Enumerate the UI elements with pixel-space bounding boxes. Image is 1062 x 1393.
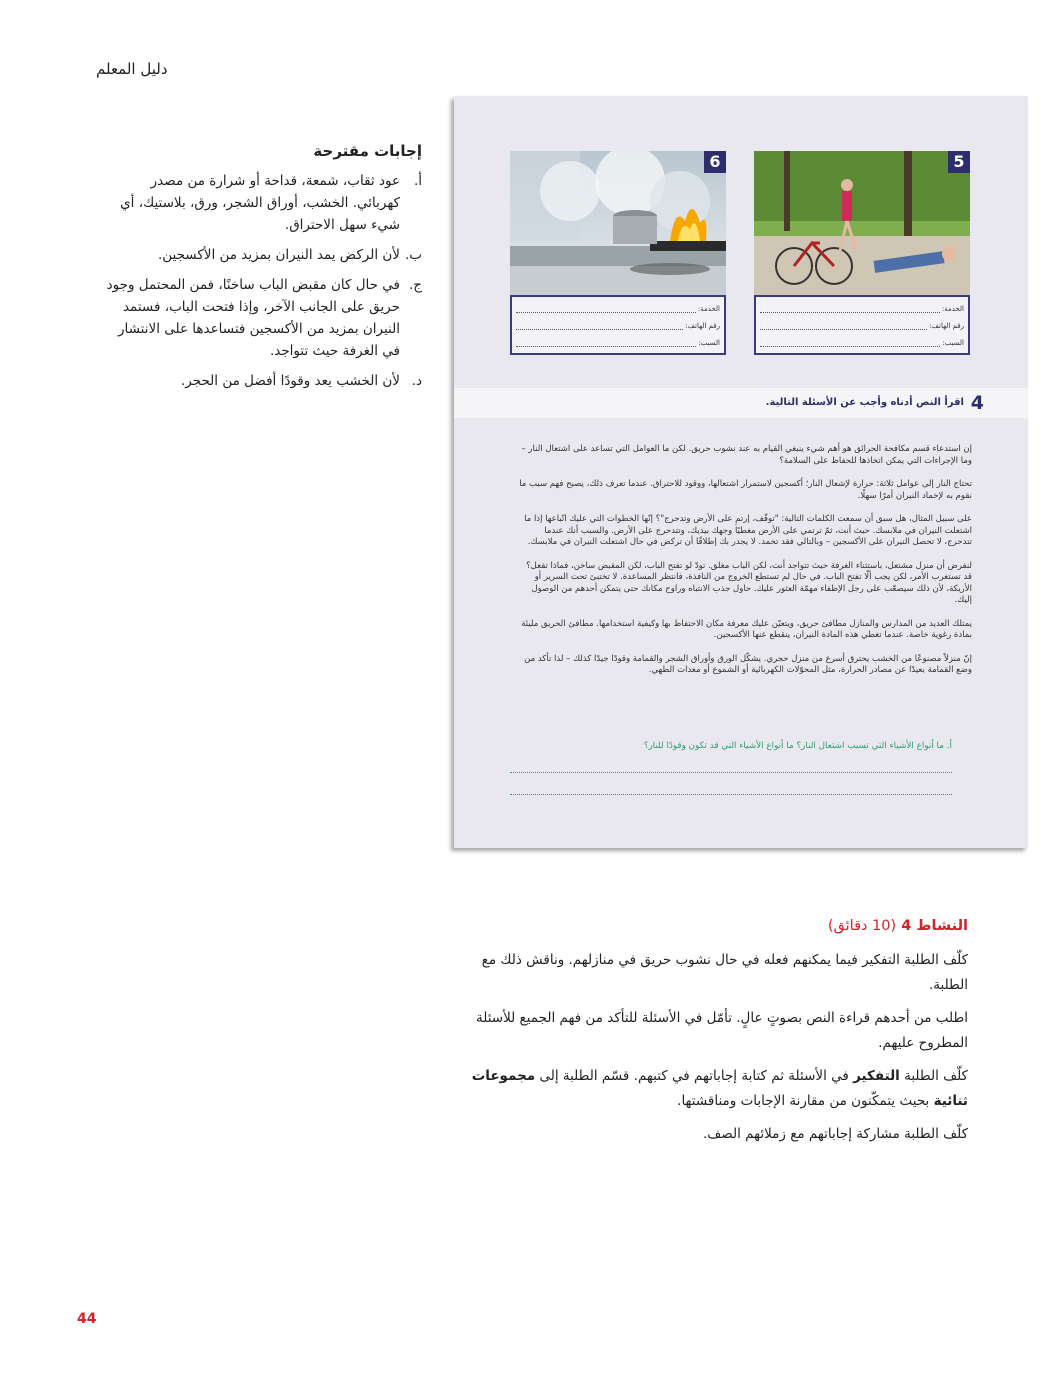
service-answer-line[interactable] [516, 301, 696, 313]
sub-question-a: أ. ما أنواع الأشياء التي تسبب اشتعال النار؟ ما أنواع الأشياء التي قد تكون وقودًا للنار؟ [643, 741, 952, 751]
suggested-answers [100, 142, 422, 400]
answer-text: لأن الخشب يعد وقودًا أفضل من الحجر. [181, 373, 400, 389]
activity-title: النشاط 4 [901, 918, 968, 934]
activity-instruction: اطلب من أحدهم قراءة النص بصوتٍ عالٍ. تأمّل في الأسئلة للتأكد من فهم الجميع للأسئلة المطروح عليهم. [476, 1010, 968, 1051]
answer-line[interactable] [510, 772, 952, 773]
emergency-form-box [510, 295, 726, 355]
phone-label: رقم الهاتف: [685, 322, 720, 330]
answer-item [100, 274, 422, 362]
question-bar [454, 388, 1028, 418]
activity-section [458, 918, 968, 1155]
phone-row [760, 318, 964, 335]
reason-row [516, 335, 720, 352]
question-instruction: اقرأ النص أدناه وأجب عن الأسئلة التالية. [765, 397, 964, 408]
page-number: 44 [77, 1311, 97, 1327]
instruction-text: كلّف الطلبة [899, 1068, 968, 1084]
answer-item [100, 244, 422, 266]
park-accident-illustration [754, 151, 970, 295]
service-label: الخدمة: [697, 305, 720, 313]
reading-passage [516, 444, 972, 689]
reason-label: السبب: [942, 339, 964, 347]
reason-row [760, 335, 964, 352]
phone-row [516, 318, 720, 335]
answer-line[interactable] [510, 794, 952, 795]
activity-instruction: كلّف الطلبة التفكير فيما يمكنهم فعله في حال نشوب حريق في منازلهم. وناقش ذلك مع الطلبة. [481, 952, 968, 993]
passage-paragraph: لنفرض أن منزل مشتعل، باستثناء الغرفة حيث تتواجد أنت، لكن الباب مغلق. تودّ لو تفتح الباب، لكن المقبض ساخن، فماذا تفعل؟ قد تستغرب الأمر، لكن يجب ألّا تفتح الباب. في حال لم تستطع الخروج من النافذة، فانتظر المساعدة. لا تختبئ تحت السرير أو الأريكة، لأن ذلك سيصعّب على رجل الإطفاء مهمّة العثور عليك. حاول جذب الانتباه وراوح مكانك حتى يتمكن أحدهم من الوصول إليك. [526, 560, 972, 605]
passage-paragraph: على سبيل المثال، هل سبق أن سمعت الكلمات التالية: "توقّف، إرتمِ على الأرض وتدحرج"؟ إنّها الخطوات التي عليك اتّباعها إذا ما اشتعلت النيران في ملابسك. حيث أنت، ثمّ ترتمي على الأرض مغطيًا وجهك بيديك، وتتدحرج على الأرض. والسبب أنك عندما تتدحرج، لا تحصل النيران على الأكسجين – وبالتالي فقد تخمد. لا يجدر بك إطلاقًا أن تركض في حال اشتعلت النيران في ملابسك. [524, 514, 972, 547]
phone-answer-line[interactable] [760, 318, 927, 330]
service-label: الخدمة: [941, 305, 964, 313]
passage-paragraph: إن استدعاء قسم مكافحة الحرائق هو أهم شيء ينبغي القيام به عند نشوب حريق. لكن ما العوامل التي تساعد على اشتعال النار – وما الإجراءات التي يمكن اتخاذها للحفاظ على السلامة؟ [521, 444, 972, 466]
instruction-text: في الأسئلة ثم كتابة إجاباتهم في كتبهم. قسّم الطلبة إلى [535, 1068, 854, 1084]
answer-item [100, 170, 422, 236]
cyclist-accident-photo [754, 151, 970, 295]
service-row [760, 301, 964, 318]
passage-paragraph: إنّ منزلاً مصنوعًا من الخشب يحترق أسرع من منزل حجري. يشكّل الورق وأوراق الشجر والقمامة وقودًا جيدًا كذلك – لذا تأكد من وضع القمامة بعيدًا عن مصادر الحرارة، مثل المحوّلات الكهربائية أو الشموع أو معدات الطهي. [524, 653, 972, 675]
phone-label: رقم الهاتف: [929, 322, 964, 330]
answer-text: لأن الركض يمد النيران بمزيد من الأكسجين. [157, 247, 400, 263]
answer-letter: د. [411, 373, 422, 389]
emphasis-pairs: مجموعات ثنائية [471, 1068, 968, 1109]
activity-instruction: كلّف الطلبة مشاركة إجاباتهم مع زملائهم الصف. [703, 1126, 968, 1142]
answer-letter: ج. [408, 277, 422, 293]
answer-letter: ب. [404, 247, 422, 263]
guide-title: دليل المعلم [96, 60, 168, 78]
reason-answer-line[interactable] [760, 335, 940, 347]
activity-duration: (10 دقائق) [827, 918, 897, 934]
question-number: 4 [970, 392, 984, 414]
reason-answer-line[interactable] [516, 335, 696, 347]
student-book-page [454, 96, 1028, 848]
activity-instruction [458, 1064, 968, 1114]
instruction-text: بحيث يتمكّنون من مقارنة الإجابات ومناقشتها. [677, 1093, 934, 1109]
kitchen-fire-illustration [510, 151, 726, 295]
service-row [516, 301, 720, 318]
photo-number-badge: 5 [948, 151, 970, 173]
activity-heading [458, 918, 968, 934]
answer-item [100, 370, 422, 392]
phone-answer-line[interactable] [516, 318, 683, 330]
answers-heading: إجابات مقترحة [313, 142, 422, 160]
kitchen-fire-photo [510, 151, 726, 295]
reason-label: السبب: [698, 339, 720, 347]
answer-text: عود ثقاب، شمعة، قداحة أو شرارة من مصدر كهربائي. الخشب، أوراق الشجر، ورق، بلاستيك، أي شيء سهل الاحتراق. [120, 173, 400, 233]
service-answer-line[interactable] [760, 301, 940, 313]
emphasis-thinking: التفكير [853, 1068, 900, 1084]
emergency-form-box [754, 295, 970, 355]
photo-number-badge: 6 [704, 151, 726, 173]
passage-paragraph: يمتلك العديد من المدارس والمنازل مطافئ حريق، ويتعيّن عليك معرفة مكان الاحتفاظ بها وكيفية استخدامها. مطافئ الحريق مليئة بمادة رغوية خاصة. عندما تغطي هذه المادة النيران، ينقطع عنها الأكسجين. [521, 618, 972, 640]
answer-text: في حال كان مقبض الباب ساخنًا، فمن المحتمل وجود حريق على الجانب الآخر، وإذا فتحت الباب، فستمد النيران بمزيد من الأكسجين فتساعدها على الانتشار في الغرفة حيث تتواجد. [106, 277, 400, 359]
answer-letter: أ. [413, 173, 422, 189]
passage-paragraph: تحتاج النار إلى عوامل ثلاثة: حرارة لإشعال النار؛ أكسجين لاستمرار اشتعالها، ووقود للاحتراق. عندما تعرف ذلك، يصبح فهم سبب ما نقوم به لإخماد النيران أمرًا سهلًا. [519, 479, 972, 501]
